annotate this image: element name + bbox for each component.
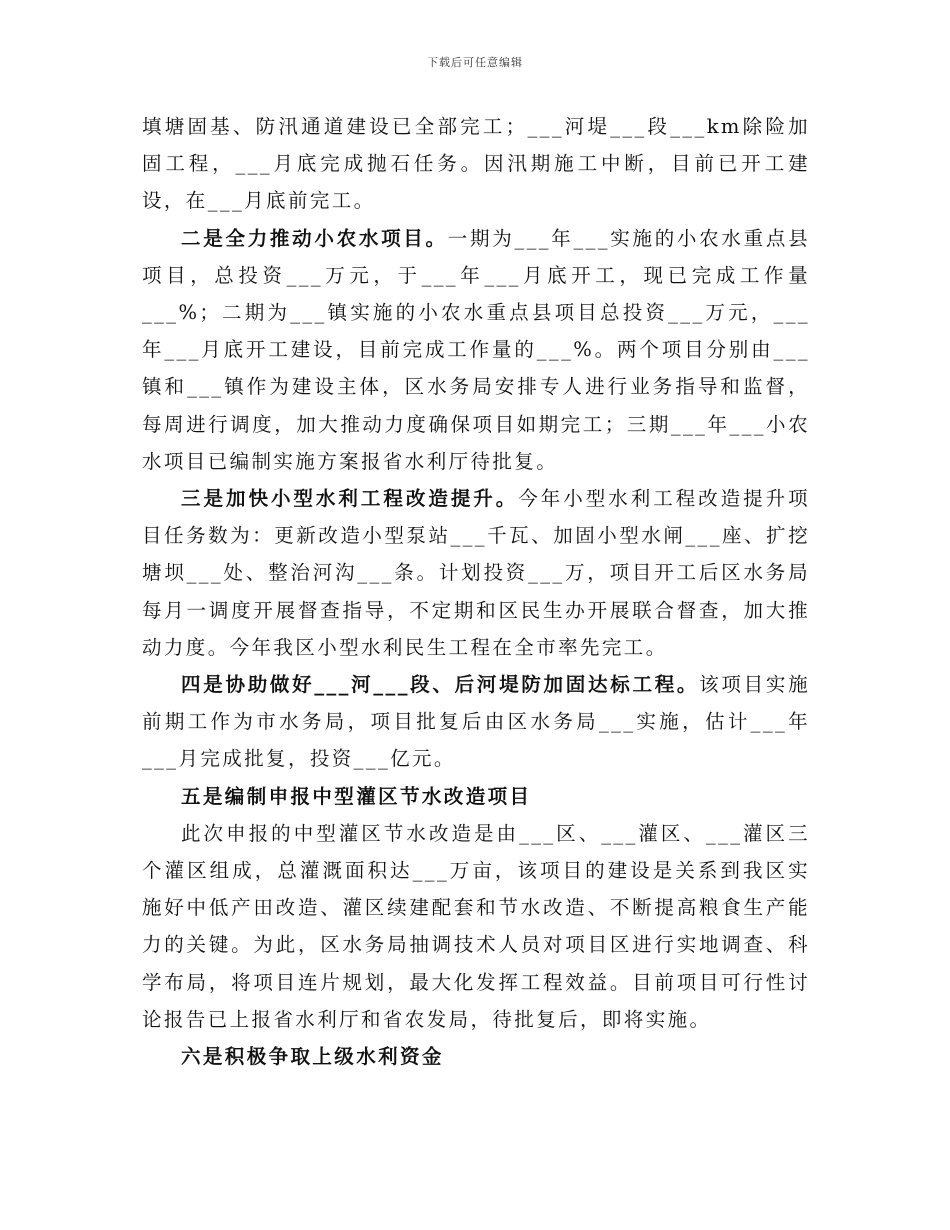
paragraph-3-text: 今年小型水利工程改造提升项目任务数为：更新改造小型泵站___千瓦、加固小型水闸___座、扩挖塘坝___处、整治河沟___条。计划投资___万，项目开工后区水务局每月一调度开展督查指导，不定期和区民生办开展联合督查，加大推动力度。今年我区小型水利民生工程在全市率先完工。 <box>142 487 810 659</box>
paragraph-4 <box>142 666 810 778</box>
paragraph-4-lead: 四是协助做好___河___段、后河堤防加固达标工程。 <box>181 673 700 697</box>
paragraph-2 <box>142 220 810 480</box>
document-body <box>142 108 810 1075</box>
page-header: 下载后可任意编辑 <box>427 56 523 69</box>
section-heading-6: 六是积极争取上级水利资金 <box>181 1045 444 1069</box>
paragraph-6-text: 此次申报的中型灌区节水改造是由___区、___灌区、___灌区三个灌区组成，总灌溉面积达___万亩，该项目的建设是关系到我区实施好中低产田改造、灌区续建配套和节水改造、不断提高粮食生产能力的关键。为此，区水务局抽调技术人员对项目区进行实地调查、科学布局，将项目连片规划，最大化发挥工程效益。目前项目可行性讨论报告已上报省水利厅和省农发局，待批复后，即将实施。 <box>142 821 810 1031</box>
paragraph-2-lead: 二是全力推动小农水项目。 <box>181 226 448 250</box>
section-heading-5: 五是编制申报中型灌区节水改造项目 <box>181 784 532 808</box>
paragraph-6 <box>142 815 810 1038</box>
paragraph-1-text: 填塘固基、防汛通道建设已全部完工；___河堤___段___km除险加固工程，___月底完成抛石任务。因汛期施工中断，目前已开工建设，在___月底前完工。 <box>142 115 810 213</box>
paragraph-2-text: 一期为___年___实施的小农水重点县项目，总投资___万元，于___年___月底开工，现已完成工作量___%；二期为___镇实施的小农水重点县项目总投资___万元，___年___月底开工建设，目前完成工作量的___%。两个项目分别由___镇和___镇作为建设主体，区水务局安排专人进行业务指导和监督，每周进行调度，加大推动力度确保项目如期完工；三期___年___小农水项目已编制实施方案报省水利厅待批复。 <box>142 226 810 473</box>
paragraph-1 <box>142 108 810 220</box>
paragraph-4-text: 该项目实施前期工作为市水务局，项目批复后由区水务局___实施，估计___年___月完成批复，投资___亿元。 <box>142 673 810 771</box>
paragraph-3 <box>142 480 810 666</box>
paragraph-3-lead: 三是加快小型水利工程改造提升。 <box>181 487 519 511</box>
